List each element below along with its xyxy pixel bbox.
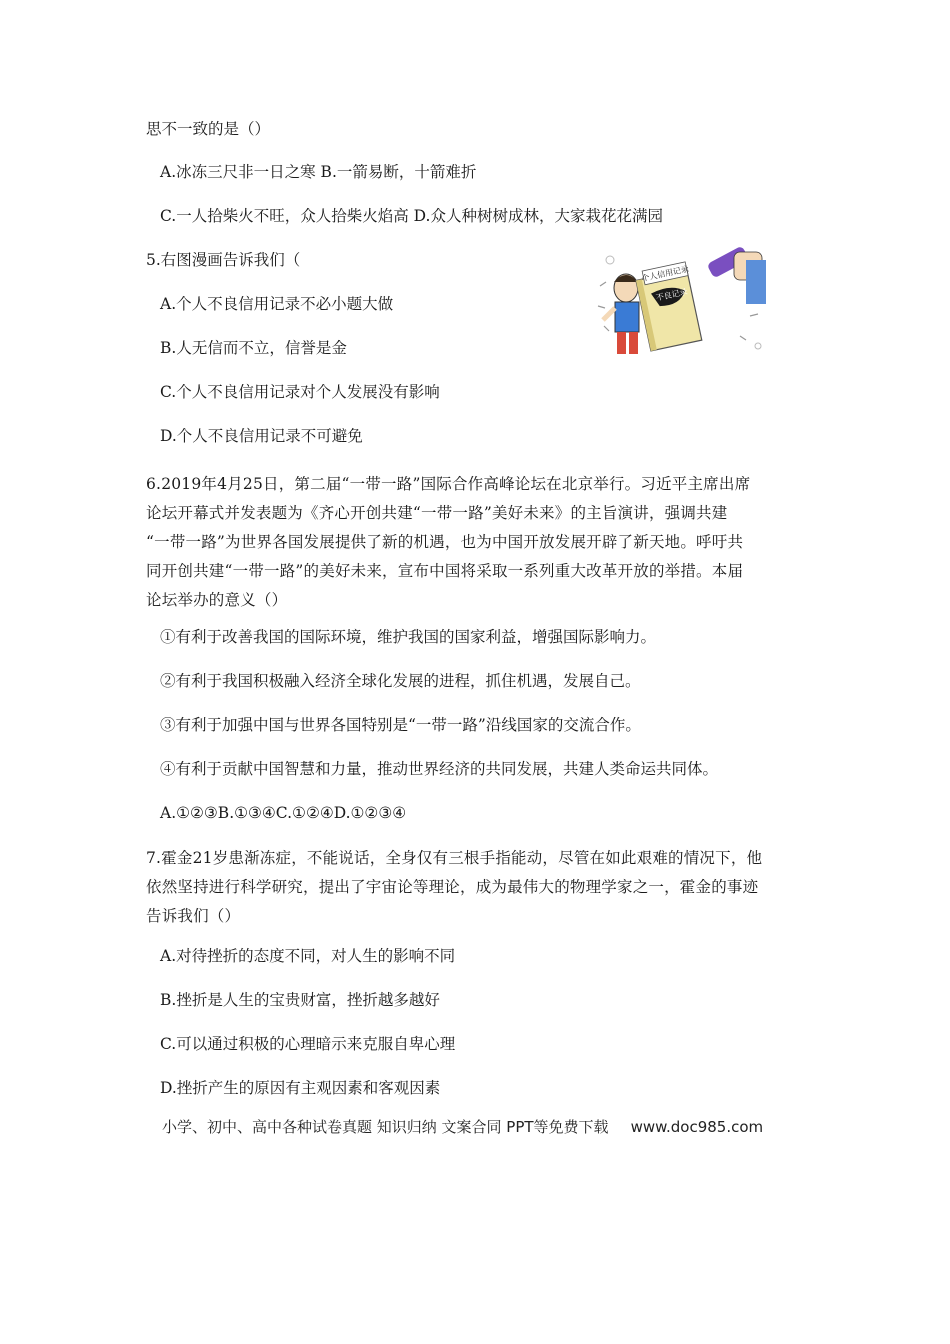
q6-item-3: ③有利于加强中国与世界各国特别是“一带一路”沿线国家的交流合作。 [160, 716, 641, 734]
q5-option-c: C.个人不良信用记录对个人发展没有影响 [160, 383, 440, 401]
q7-option-a: A.对待挫折的态度不同，对人生的影响不同 [160, 947, 456, 965]
q6-options: A.①②③B.①③④C.①②④D.①②③④ [160, 804, 407, 822]
q7-stem [146, 844, 810, 931]
q6-stem-line: 同开创共建“一带一路”的美好未来，宣布中国将采取一系列重大改革开放的举措。本届 [146, 562, 744, 580]
q6-stem [146, 470, 810, 615]
q6-item-2: ②有利于我国积极融入经济全球化发展的进程，抓住机遇，发展自己。 [160, 672, 641, 690]
q6-stem-line: 6.2019年4月25日，第二届“一带一路”国际合作高峰论坛在北京举行。习近平主席出席 [146, 475, 751, 493]
q5-option-a: A.个人不良信用记录不必小题大做 [160, 295, 394, 313]
q4-options-row2: C.一人拾柴火不旺，众人拾柴火焰高 D.众人种树树成林，大家栽花花满园 [160, 207, 663, 225]
footer-url-link[interactable]: www.doc985.com [630, 1118, 764, 1136]
q6-stem-line: 论坛举办的意义（） [146, 591, 288, 609]
q7-option-b: B.挫折是人生的宝贵财富，挫折越多越好 [160, 991, 440, 1009]
comic-stamp-label: 不良记录 [655, 287, 689, 303]
q7-option-d: D.挫折产生的原因有主观因素和客观因素 [160, 1079, 441, 1097]
q7-stem-line: 告诉我们（） [146, 907, 241, 925]
q5-option-d: D.个人不良信用记录不可避免 [160, 427, 363, 445]
q6-stem-line: 论坛开幕式并发表题为《齐心开创共建“一带一路”美好未来》的主旨演讲，强调共建 [146, 504, 728, 522]
comic-book-label: 个人信用记录 [640, 264, 690, 284]
q4-stem-tail: 思不一致的是（） [146, 120, 271, 138]
q6-item-1: ①有利于改善我国的国际环境，维护我国的国家利益，增强国际影响力。 [160, 628, 657, 646]
credit-record-comic-image [590, 246, 766, 358]
page-footer [162, 1116, 763, 1137]
q7-option-c: C.可以通过积极的心理暗示来克服自卑心理 [160, 1035, 456, 1053]
q6-stem-line: “一带一路”为世界各国发展提供了新的机遇，也为中国开放发展开辟了新天地。呼吁共 [146, 533, 744, 551]
q5-option-b: B.人无信而不立，信誉是金 [160, 339, 347, 357]
q5-stem: 5.右图漫画告诉我们（ [146, 251, 301, 269]
q6-item-4: ④有利于贡献中国智慧和力量，推动世界经济的共同发展，共建人类命运共同体。 [160, 760, 719, 778]
q7-stem-line: 依然坚持进行科学研究，提出了宇宙论等理论，成为最伟大的物理学家之一，霍金的事迹 [146, 878, 759, 896]
q7-stem-line: 7.霍金21岁患渐冻症，不能说话，全身仅有三根手指能动，尽管在如此艰难的情况下，他 [146, 849, 763, 867]
footer-text: 小学、初中、高中各种试卷真题 知识归纳 文案合同 PPT等免费下载 [162, 1118, 609, 1136]
q4-options-row1: A.冰冻三尺非一日之寒 B.一箭易断，十箭难折 [160, 163, 477, 181]
